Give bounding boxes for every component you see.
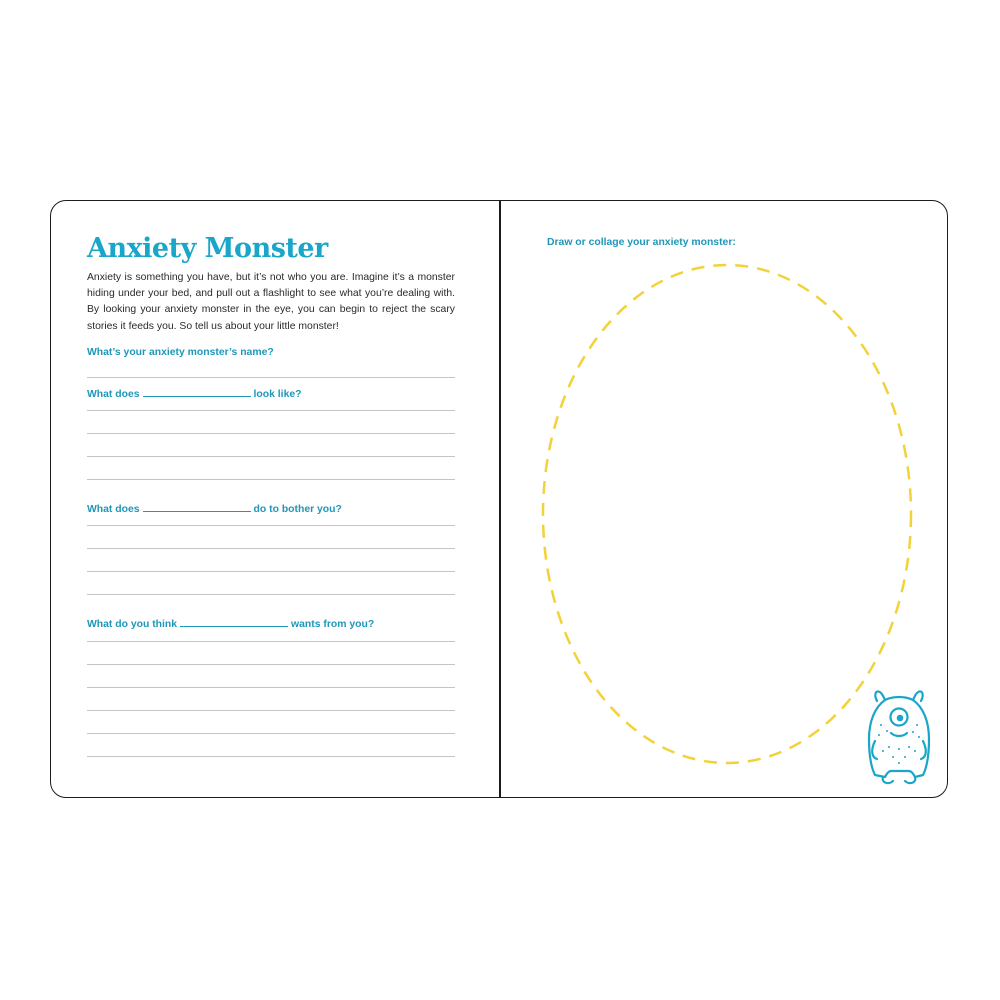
monster-name-blank[interactable]: [143, 387, 251, 397]
answer-line[interactable]: [87, 548, 455, 549]
question-look-end: look like?: [253, 388, 302, 400]
answer-line[interactable]: [87, 687, 455, 688]
bother-section: [87, 502, 455, 595]
question-wants-end: wants from you?: [291, 618, 375, 630]
answer-line[interactable]: [87, 710, 455, 711]
answer-line[interactable]: [87, 377, 455, 378]
intro-paragraph: Anxiety is something you have, but it’s not who you are. Imagine it’s a monster hiding under your bed, and pull out a flashlight to see what you’re dealing with. By looking your anxiety monster in the eye, you can begin to reject the scary stories it feeds you. So tell us about your little monster!: [87, 272, 455, 332]
question-wants: [87, 617, 455, 631]
monster-name-blank[interactable]: [180, 617, 288, 627]
page-title: Anxiety Monster: [87, 233, 328, 264]
question-name: What’s your anxiety monster’s name?: [87, 346, 274, 358]
answer-line[interactable]: [87, 641, 455, 642]
question-look: [87, 387, 455, 401]
answer-line[interactable]: [87, 479, 455, 480]
answer-line[interactable]: [87, 571, 455, 572]
answer-line[interactable]: [87, 733, 455, 734]
question-look-start: What does: [87, 388, 140, 400]
question-wants-start: What do you think: [87, 618, 178, 630]
book-spread: [50, 200, 948, 798]
answer-line[interactable]: [87, 664, 455, 665]
answer-line[interactable]: [87, 756, 455, 757]
drawing-prompt: Draw or collage your anxiety monster:: [547, 237, 736, 248]
right-page: [501, 201, 947, 797]
question-bother-end: do to bother you?: [253, 503, 342, 515]
left-page: [87, 233, 455, 757]
answer-line[interactable]: [87, 433, 455, 434]
answer-line[interactable]: [87, 525, 455, 526]
answer-line[interactable]: [87, 456, 455, 457]
answer-line[interactable]: [87, 410, 455, 411]
monster-illustration-icon: [863, 685, 935, 789]
look-section: [87, 387, 455, 480]
question-bother-start: What does: [87, 503, 140, 515]
monster-name-blank[interactable]: [143, 502, 251, 512]
wants-section: [87, 617, 455, 757]
answer-line[interactable]: [87, 594, 455, 595]
name-section: [87, 346, 455, 378]
question-bother: [87, 502, 455, 516]
